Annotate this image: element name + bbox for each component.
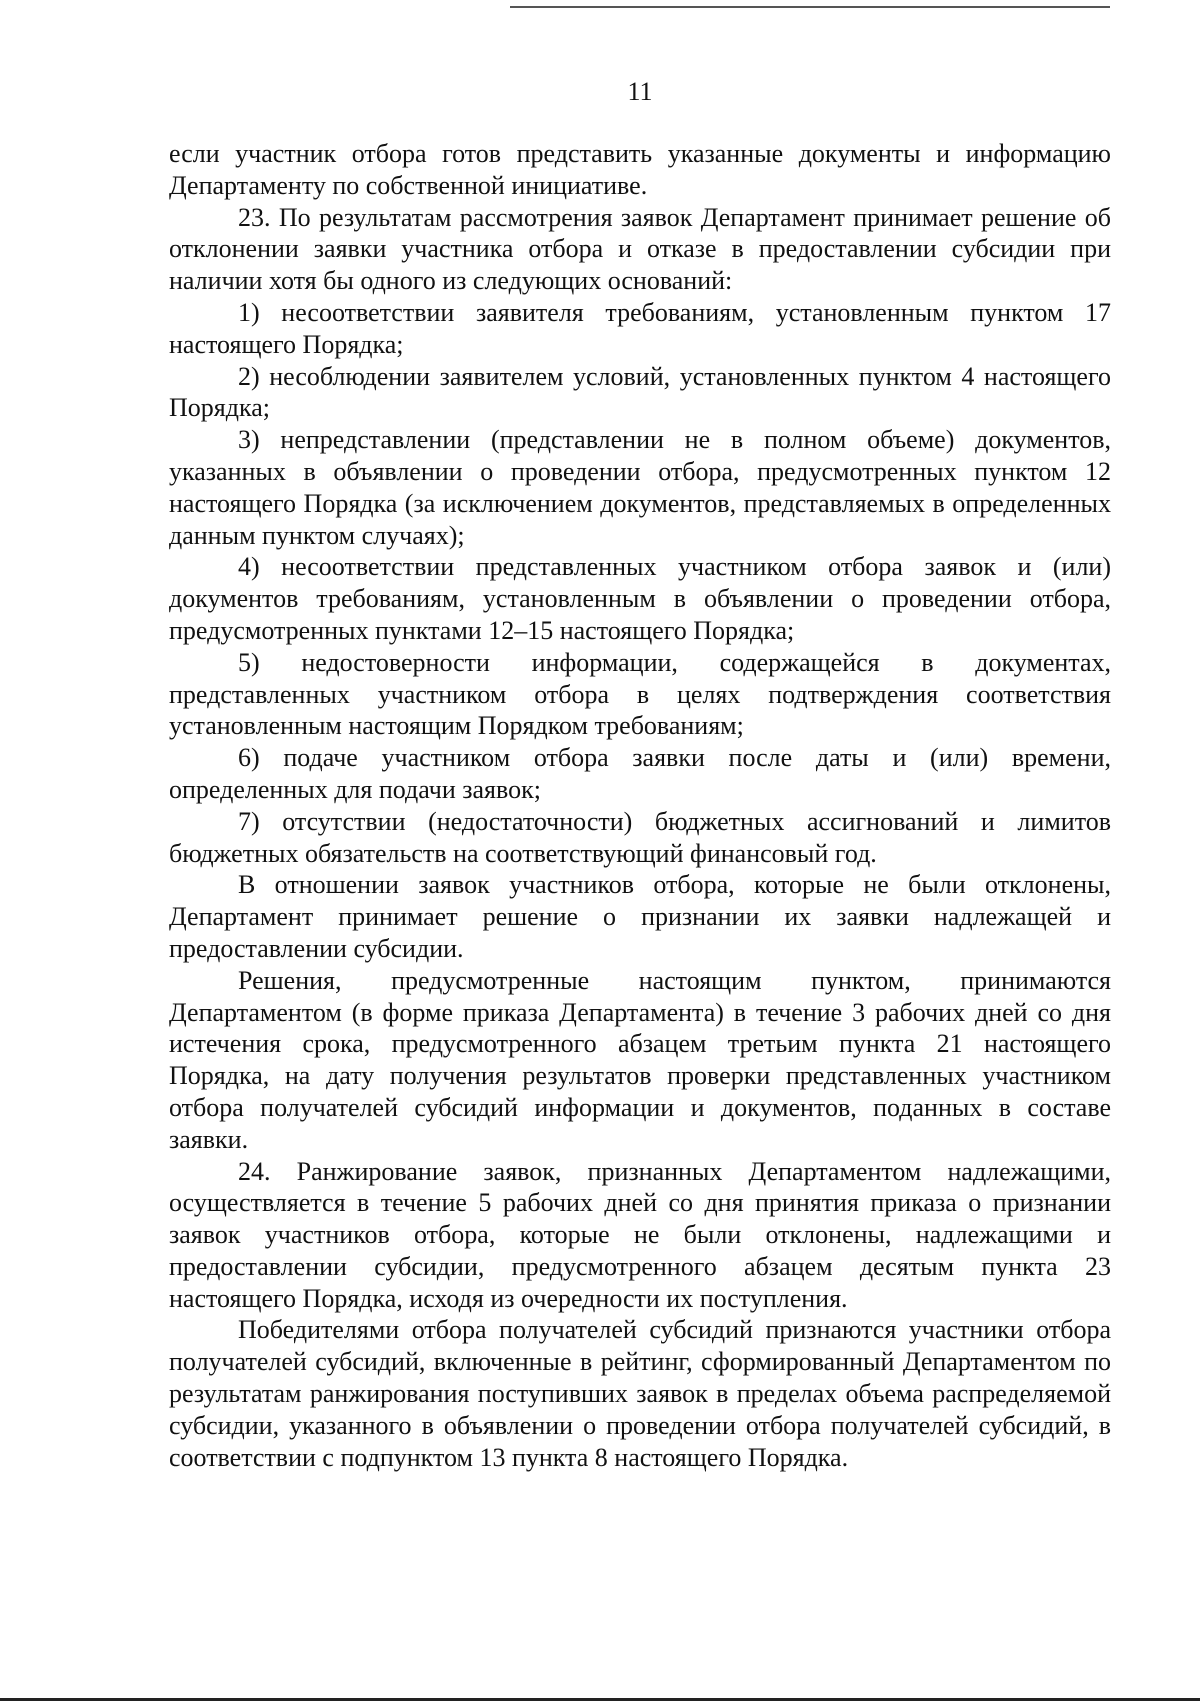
list-item-6: 6) подаче участником отбора заявки после даты и (или) времени, определенных для подачи заявок; [169, 743, 1111, 804]
bottom-scan-edge-line [0, 1698, 1200, 1701]
page-number: 11 [627, 77, 653, 106]
paragraph-decisions: Решения, предусмотренные настоящим пунктом, принимаются Департаментом (в форме приказа Департамента) в течение 3 рабочих дней со дня истечения срока, предусмотренного абзацем третьим пункта 21 настоящего Порядка, на дату получения результатов проверки представленных участником отбора получателей субсидий информации и документов, поданных в составе заявки. [169, 965, 1111, 1154]
paragraph-not-rejected: В отношении заявок участников отбора, которые не были отклонены, Департамент принимает решение о признании их заявки надлежащей и предоставлении субсидии. [169, 870, 1111, 963]
list-item-1: 1) несоответствии заявителя требованиям, установленным пунктом 17 настоящего Порядка; [169, 297, 1111, 359]
paragraph-continuation: если участник отбора готов представить указанные документы и информацию Департаменту по собственной инициативе. [169, 139, 1111, 200]
list-item-7: 7) отсутствии (недостаточности) бюджетных ассигнований и лимитов бюджетных обязательств на соответствующий финансовый год. [169, 806, 1111, 868]
list-item-3: 3) непредставлении (представлении не в полном объеме) документов, указанных в объявлении о проведении отбора, предусмотренных пунктом 12 настоящего Порядка (за исключением документов, представляемых в определенных данным пунктом случаях); [169, 425, 1111, 550]
document-body [169, 138, 1111, 1473]
paragraph-winners: Победителями отбора получателей субсидий признаются участники отбора получателей субсидий, включенные в рейтинг, сформированный Департаментом по результатам ранжирования поступивших заявок в пределах объема распределяемой субсидии, указанного в объявлении о проведении отбора получателей субсидий, в соответствии с подпунктом 13 пункта 8 настоящего Порядка. [169, 1315, 1111, 1472]
list-item-4: 4) несоответствии представленных участником отбора заявок и (или) документов требованиям, установленным в объявлении о проведении отбора, предусмотренных пунктами 12–15 настоящего Порядка; [169, 552, 1111, 645]
top-scan-edge-line [510, 6, 1110, 8]
paragraph-clause-23: 23. По результатам рассмотрения заявок Департамент принимает решение об отклонении заявки участника отбора и отказе в предоставлении субсидии при наличии хотя бы одного из следующих оснований: [169, 202, 1111, 296]
list-item-2: 2) несоблюдении заявителем условий, установленных пунктом 4 настоящего Порядка; [169, 361, 1111, 423]
list-item-5: 5) недостоверности информации, содержащейся в документах, представленных участником отбора в целях подтверждения соответствия установленным настоящим Порядком требованиям; [169, 647, 1111, 741]
paragraph-clause-24: 24. Ранжирование заявок, признанных Департаментом надлежащими, осуществляется в течение 5 рабочих дней со дня принятия приказа о признании заявок участников отбора, которые не были отклонены, надлежащими и предоставлении субсидии, предусмотренного абзацем десятым пункта 23 настоящего Порядка, исходя из очередности их поступления. [169, 1156, 1111, 1313]
